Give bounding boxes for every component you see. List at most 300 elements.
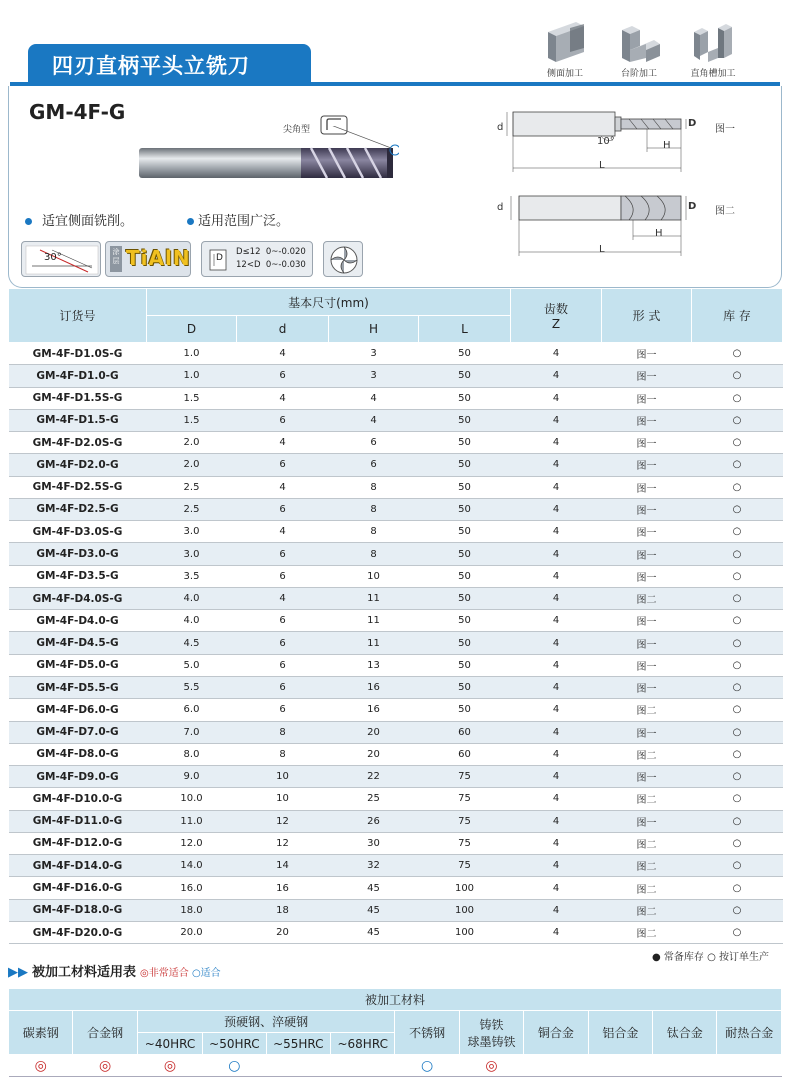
- table-row: [9, 454, 783, 476]
- cell-d: 6: [237, 365, 329, 387]
- cell-form: 图一: [602, 766, 692, 788]
- cell-h: 8: [329, 476, 419, 498]
- cell-code: GM-4F-D3.0S-G: [9, 521, 147, 543]
- cell-z: 4: [511, 521, 602, 543]
- cell-form: 图一: [602, 476, 692, 498]
- col-alloy-steel: 合金钢: [73, 1011, 137, 1055]
- step-machining-shape: [609, 18, 669, 79]
- cell-code: GM-4F-D4.0S-G: [9, 587, 147, 609]
- cell-stock: ○: [692, 699, 783, 721]
- cell-d: 6: [237, 699, 329, 721]
- cell-z: 4: [511, 476, 602, 498]
- step-machining-label: 台阶加工: [620, 69, 657, 79]
- diagram-figure-1: [489, 102, 689, 182]
- cell-form: 图二: [602, 855, 692, 877]
- cell-h: 6: [329, 454, 419, 476]
- cell-stock: ○: [692, 676, 783, 698]
- cell-code: GM-4F-D14.0-G: [9, 855, 147, 877]
- cell-d: 6: [237, 454, 329, 476]
- cell-l: 50: [419, 476, 511, 498]
- table-row: [9, 832, 783, 854]
- cell-stock: ○: [692, 432, 783, 454]
- cell-d: 2.0: [147, 432, 237, 454]
- cell-stock: ○: [692, 832, 783, 854]
- suitability-cell: ○: [395, 1055, 459, 1077]
- cell-h: 20: [329, 721, 419, 743]
- diagram2-H-label: H: [655, 228, 663, 239]
- cell-h: 3: [329, 343, 419, 365]
- feature-wide-range: 适用范围广泛。: [187, 210, 289, 229]
- col-copper: 铜合金: [524, 1011, 588, 1055]
- cell-code: GM-4F-D20.0-G: [9, 921, 147, 943]
- cell-d: 2.5: [147, 476, 237, 498]
- cell-h: 16: [329, 676, 419, 698]
- table-row: [9, 721, 783, 743]
- coating-prefix: 涂层: [110, 246, 122, 272]
- cell-code: GM-4F-D1.0S-G: [9, 343, 147, 365]
- cell-l: 100: [419, 877, 511, 899]
- model-name: GM-4F-G: [29, 100, 126, 124]
- cell-code: GM-4F-D11.0-G: [9, 810, 147, 832]
- cell-z: 4: [511, 654, 602, 676]
- table-row: [9, 432, 783, 454]
- cell-d: 10.0: [147, 788, 237, 810]
- table-row: [9, 498, 783, 520]
- tolerance-line-2: 12<D 0~-0.030: [236, 260, 306, 270]
- cell-l: 50: [419, 454, 511, 476]
- table-row: [9, 343, 783, 365]
- suitability-cell: ◎: [73, 1055, 137, 1077]
- page-title-tab: [28, 44, 311, 84]
- cell-h: 11: [329, 632, 419, 654]
- cell-d: 1.0: [147, 365, 237, 387]
- cell-l: 50: [419, 632, 511, 654]
- cell-d: 2.0: [147, 454, 237, 476]
- cell-stock: ○: [692, 877, 783, 899]
- cell-z: 4: [511, 699, 602, 721]
- table-row: [9, 365, 783, 387]
- cell-stock: ○: [692, 409, 783, 431]
- cell-z: 4: [511, 877, 602, 899]
- cell-d: 6: [237, 498, 329, 520]
- suitability-cell: ◎: [9, 1055, 73, 1077]
- stock-legend: ● 常备库存 ○ 按订单生产: [652, 952, 769, 963]
- cell-code: GM-4F-D18.0-G: [9, 899, 147, 921]
- cell-code: GM-4F-D8.0-G: [9, 743, 147, 765]
- suitability-cell: ◎: [459, 1055, 523, 1077]
- cell-form: 图一: [602, 721, 692, 743]
- helix-angle-badge: [21, 241, 101, 277]
- cell-z: 4: [511, 587, 602, 609]
- page-title: 四刃直柄平头立铣刀: [52, 54, 250, 78]
- tip-type-label: 尖角型: [283, 125, 311, 135]
- col-carbon-steel: 碳素钢: [9, 1011, 73, 1055]
- cell-z: 4: [511, 921, 602, 943]
- cell-code: GM-4F-D10.0-G: [9, 788, 147, 810]
- cell-l: 50: [419, 610, 511, 632]
- header-d: d: [237, 316, 329, 343]
- cell-h: 8: [329, 521, 419, 543]
- cell-z: 4: [511, 565, 602, 587]
- diagram1-d-label: d: [497, 122, 504, 133]
- dimension-table: [8, 288, 783, 944]
- cell-stock: ○: [692, 343, 783, 365]
- cell-d: 4: [237, 387, 329, 409]
- cell-form: 图一: [602, 610, 692, 632]
- side-machining-shape: [535, 18, 595, 79]
- tolerance-d-label: D: [216, 253, 223, 263]
- cell-h: 11: [329, 610, 419, 632]
- cell-d: 10: [237, 766, 329, 788]
- cell-code: GM-4F-D12.0-G: [9, 832, 147, 854]
- cell-z: 4: [511, 788, 602, 810]
- suitability-cell: ○: [203, 1055, 266, 1077]
- cell-h: 26: [329, 810, 419, 832]
- suitability-cell: [331, 1055, 395, 1077]
- header-basic-size: 基本尺寸(mm): [147, 289, 511, 316]
- cell-form: 图一: [602, 810, 692, 832]
- cell-d: 4: [237, 521, 329, 543]
- table-row: [9, 877, 783, 899]
- double-arrow-icon: ▶▶: [8, 965, 28, 980]
- cell-z: 4: [511, 632, 602, 654]
- header-order-code: 订货号: [9, 289, 147, 343]
- cell-d: 7.0: [147, 721, 237, 743]
- cell-d: 1.5: [147, 387, 237, 409]
- cell-code: GM-4F-D3.5-G: [9, 565, 147, 587]
- diagram1-H-label: H: [663, 140, 671, 151]
- col-cast-iron: 铸铁 球墨铸铁: [459, 1011, 523, 1055]
- coating-badge: [105, 241, 191, 277]
- table-row: [9, 387, 783, 409]
- cell-l: 50: [419, 587, 511, 609]
- diagram1-L-label: L: [599, 160, 605, 171]
- cell-form: 图二: [602, 877, 692, 899]
- table-row: [9, 921, 783, 943]
- cell-d: 16.0: [147, 877, 237, 899]
- cell-h: 25: [329, 788, 419, 810]
- cell-d: 3.0: [147, 543, 237, 565]
- cell-d: 16: [237, 877, 329, 899]
- cell-stock: ○: [692, 721, 783, 743]
- cell-form: 图一: [602, 676, 692, 698]
- cell-code: GM-4F-D3.0-G: [9, 543, 147, 565]
- cell-z: 4: [511, 610, 602, 632]
- material-header: 被加工材料: [9, 989, 782, 1011]
- cell-l: 60: [419, 721, 511, 743]
- col-55hrc: ~55HRC: [266, 1033, 330, 1055]
- cell-code: GM-4F-D7.0-G: [9, 721, 147, 743]
- table-row: [9, 543, 783, 565]
- cell-d: 8: [237, 721, 329, 743]
- cell-l: 100: [419, 899, 511, 921]
- cell-stock: ○: [692, 810, 783, 832]
- header-stock: 库 存: [692, 289, 783, 343]
- table-row: [9, 476, 783, 498]
- cell-l: 50: [419, 699, 511, 721]
- cell-d: 4: [237, 476, 329, 498]
- cell-code: GM-4F-D16.0-G: [9, 877, 147, 899]
- cell-l: 50: [419, 521, 511, 543]
- col-heat-resistant: 耐热合金: [717, 1011, 782, 1055]
- suitability-cell: [588, 1055, 652, 1077]
- cell-form: 图一: [602, 632, 692, 654]
- cell-l: 50: [419, 676, 511, 698]
- cell-d: 2.5: [147, 498, 237, 520]
- cell-z: 4: [511, 432, 602, 454]
- cell-h: 45: [329, 877, 419, 899]
- diagram2-L-label: L: [599, 244, 605, 255]
- cell-code: GM-4F-D1.5S-G: [9, 387, 147, 409]
- four-flute-badge: [323, 241, 363, 277]
- table-row: [9, 676, 783, 698]
- cell-d: 4: [237, 587, 329, 609]
- material-table: [8, 988, 782, 1077]
- cell-form: 图二: [602, 788, 692, 810]
- cell-h: 4: [329, 409, 419, 431]
- cell-d: 14: [237, 855, 329, 877]
- cell-code: GM-4F-D2.0-G: [9, 454, 147, 476]
- side-machining-label: 侧面加工: [546, 69, 583, 79]
- cell-h: 45: [329, 921, 419, 943]
- col-titanium: 钛合金: [653, 1011, 717, 1055]
- cell-d: 1.0: [147, 343, 237, 365]
- cell-code: GM-4F-D1.5-G: [9, 409, 147, 431]
- cell-stock: ○: [692, 587, 783, 609]
- cell-h: 8: [329, 543, 419, 565]
- table-row: [9, 654, 783, 676]
- cell-code: GM-4F-D9.0-G: [9, 766, 147, 788]
- suitability-cell: ◎: [137, 1055, 202, 1077]
- table-row: [9, 743, 783, 765]
- cell-form: 图一: [602, 543, 692, 565]
- bullet-icon: [187, 218, 194, 225]
- header-form: 形 式: [602, 289, 692, 343]
- slot-machining-label: 直角槽加工: [690, 69, 736, 79]
- cell-d: 6: [237, 676, 329, 698]
- cell-stock: ○: [692, 788, 783, 810]
- cell-d: 6: [237, 610, 329, 632]
- cell-form: 图一: [602, 521, 692, 543]
- cell-d: 6: [237, 409, 329, 431]
- feature-side-milling: 适宜侧面铣削。: [25, 210, 133, 229]
- cell-d: 6: [237, 543, 329, 565]
- cell-d: 12: [237, 832, 329, 854]
- cell-form: 图一: [602, 365, 692, 387]
- table-body: [9, 343, 783, 944]
- cell-l: 60: [419, 743, 511, 765]
- cell-l: 50: [419, 409, 511, 431]
- cell-d: 11.0: [147, 810, 237, 832]
- diagram2-D-label: D: [688, 201, 697, 212]
- cell-form: 图二: [602, 899, 692, 921]
- cell-z: 4: [511, 743, 602, 765]
- cell-d: 18: [237, 899, 329, 921]
- material-section-title: ▶▶ 被加工材料适用表 ◎非常适合 ○适合: [8, 965, 221, 980]
- cell-stock: ○: [692, 498, 783, 520]
- cell-stock: ○: [692, 610, 783, 632]
- cell-d: 4: [237, 343, 329, 365]
- cell-form: 图一: [602, 654, 692, 676]
- cell-h: 4: [329, 387, 419, 409]
- cell-stock: ○: [692, 387, 783, 409]
- cell-form: 图一: [602, 498, 692, 520]
- suitability-cell: [717, 1055, 782, 1077]
- figure-2-label: 图二: [715, 206, 735, 217]
- cell-d: 6: [237, 565, 329, 587]
- cell-stock: ○: [692, 565, 783, 587]
- cell-h: 20: [329, 743, 419, 765]
- table-row: [9, 788, 783, 810]
- cell-stock: ○: [692, 921, 783, 943]
- cell-d: 3.5: [147, 565, 237, 587]
- cell-stock: ○: [692, 365, 783, 387]
- slot-machining-shape: [683, 18, 743, 79]
- cell-d: 3.0: [147, 521, 237, 543]
- cell-l: 50: [419, 387, 511, 409]
- cell-form: 图二: [602, 587, 692, 609]
- four-flute-icon: [324, 242, 364, 278]
- header-D: D: [147, 316, 237, 343]
- very-suitable-legend: ◎非常适合: [140, 968, 189, 979]
- cell-l: 50: [419, 543, 511, 565]
- suitability-cell: [653, 1055, 717, 1077]
- diagram2-d-label: d: [497, 202, 504, 213]
- cell-d: 18.0: [147, 899, 237, 921]
- cell-h: 11: [329, 587, 419, 609]
- table-row: [9, 766, 783, 788]
- cell-l: 50: [419, 498, 511, 520]
- cell-h: 45: [329, 899, 419, 921]
- tolerance-line-1: D≤12 0~-0.020: [236, 247, 306, 257]
- cell-z: 4: [511, 343, 602, 365]
- diagram1-D-label: D: [688, 118, 697, 129]
- cell-z: 4: [511, 721, 602, 743]
- helix-angle-icon: [22, 242, 102, 278]
- table-row: [9, 855, 783, 877]
- cell-h: 32: [329, 855, 419, 877]
- table-row: [9, 610, 783, 632]
- cell-d: 4.0: [147, 610, 237, 632]
- cell-code: GM-4F-D4.0-G: [9, 610, 147, 632]
- cell-form: 图一: [602, 454, 692, 476]
- table-row: [9, 899, 783, 921]
- product-info-panel: [8, 86, 782, 288]
- header-L: L: [419, 316, 511, 343]
- cell-d: 20.0: [147, 921, 237, 943]
- cell-d: 9.0: [147, 766, 237, 788]
- cell-d: 14.0: [147, 855, 237, 877]
- cell-form: 图一: [602, 565, 692, 587]
- cell-h: 8: [329, 498, 419, 520]
- cell-form: 图二: [602, 699, 692, 721]
- step-machining-icon: [616, 18, 662, 64]
- cell-h: 3: [329, 365, 419, 387]
- cell-l: 50: [419, 343, 511, 365]
- cell-d: 8: [237, 743, 329, 765]
- table-row: [9, 587, 783, 609]
- cell-l: 100: [419, 921, 511, 943]
- cell-d: 4.5: [147, 632, 237, 654]
- cell-z: 4: [511, 409, 602, 431]
- cell-code: GM-4F-D4.5-G: [9, 632, 147, 654]
- cell-d: 4.0: [147, 587, 237, 609]
- suitability-cell: [266, 1055, 330, 1077]
- cell-l: 75: [419, 766, 511, 788]
- table-row: [9, 810, 783, 832]
- cell-d: 12: [237, 810, 329, 832]
- end-mill-illustration: [139, 126, 399, 196]
- table-row: [9, 521, 783, 543]
- cell-l: 75: [419, 810, 511, 832]
- header-H: H: [329, 316, 419, 343]
- cell-z: 4: [511, 855, 602, 877]
- cell-l: 75: [419, 788, 511, 810]
- cell-code: GM-4F-D1.0-G: [9, 365, 147, 387]
- col-50hrc: ~50HRC: [203, 1033, 266, 1055]
- cell-z: 4: [511, 387, 602, 409]
- figure-1-label: 图一: [715, 124, 735, 135]
- cell-l: 50: [419, 565, 511, 587]
- cell-form: 图一: [602, 387, 692, 409]
- cell-d: 6: [237, 654, 329, 676]
- cell-z: 4: [511, 766, 602, 788]
- table-row: [9, 409, 783, 431]
- cell-form: 图二: [602, 921, 692, 943]
- cell-code: GM-4F-D2.5-G: [9, 498, 147, 520]
- cell-code: GM-4F-D2.5S-G: [9, 476, 147, 498]
- suitability-cell: [524, 1055, 588, 1077]
- col-40hrc: ~40HRC: [137, 1033, 202, 1055]
- cell-h: 10: [329, 565, 419, 587]
- side-machining-icon: [542, 18, 588, 64]
- cell-h: 30: [329, 832, 419, 854]
- cell-d: 10: [237, 788, 329, 810]
- cell-stock: ○: [692, 521, 783, 543]
- cell-z: 4: [511, 832, 602, 854]
- cell-stock: ○: [692, 654, 783, 676]
- col-hardened-steel: 预硬钢、淬硬钢: [137, 1011, 395, 1033]
- cell-d: 20: [237, 921, 329, 943]
- cell-stock: ○: [692, 476, 783, 498]
- cell-h: 13: [329, 654, 419, 676]
- table-row: [9, 565, 783, 587]
- cell-h: 16: [329, 699, 419, 721]
- cell-l: 50: [419, 365, 511, 387]
- cell-l: 75: [419, 832, 511, 854]
- cell-stock: ○: [692, 743, 783, 765]
- cell-d: 8.0: [147, 743, 237, 765]
- bullet-icon: [25, 218, 32, 225]
- cell-stock: ○: [692, 899, 783, 921]
- slot-machining-icon: [690, 18, 736, 64]
- cell-l: 75: [419, 855, 511, 877]
- cell-stock: ○: [692, 766, 783, 788]
- cell-d: 5.0: [147, 654, 237, 676]
- cell-d: 6.0: [147, 699, 237, 721]
- cell-l: 50: [419, 654, 511, 676]
- cell-z: 4: [511, 810, 602, 832]
- cell-code: GM-4F-D6.0-G: [9, 699, 147, 721]
- material-suitability-row: [9, 1055, 782, 1077]
- cell-z: 4: [511, 543, 602, 565]
- coating-value: TiAlN: [126, 246, 191, 270]
- cell-l: 50: [419, 432, 511, 454]
- col-68hrc: ~68HRC: [331, 1033, 395, 1055]
- cell-h: 22: [329, 766, 419, 788]
- diagram-figure-2: [489, 186, 689, 266]
- table-row: [9, 699, 783, 721]
